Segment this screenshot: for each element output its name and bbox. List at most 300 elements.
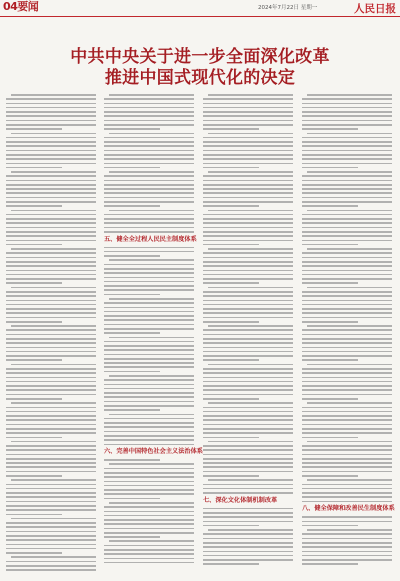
body-text-line [203, 471, 293, 473]
body-text-line [6, 265, 96, 267]
body-text-line [302, 334, 392, 336]
body-text-line [104, 188, 194, 190]
body-text-line [6, 496, 96, 498]
section-heading: 六、完善中国特色社会主义法治体系 [104, 448, 203, 456]
body-text-line [302, 261, 392, 263]
body-text-line [208, 171, 294, 173]
body-text-line [302, 347, 392, 349]
body-text-line [302, 355, 392, 357]
body-text-line [203, 533, 293, 535]
body-text-line [208, 529, 294, 531]
body-text-line [302, 381, 392, 383]
body-text-line [203, 261, 293, 263]
body-text-line [6, 338, 96, 340]
body-text-line [203, 252, 293, 254]
body-text-line [6, 526, 96, 528]
body-text-line [203, 359, 259, 361]
body-text-line [302, 274, 392, 276]
body-text-line [6, 317, 96, 319]
body-text-line [6, 150, 96, 152]
body-text-line [104, 311, 194, 313]
body-text-line [203, 300, 293, 302]
body-text-line [307, 479, 393, 481]
body-text-line [11, 94, 97, 96]
body-text-line [104, 264, 194, 266]
body-text-line [302, 546, 392, 548]
body-text-line [6, 445, 96, 447]
body-text-line [6, 407, 96, 409]
body-text-line [109, 94, 195, 96]
body-text-line [302, 180, 392, 182]
body-text-line [203, 265, 293, 267]
body-text-line [104, 349, 194, 351]
body-text-line [104, 444, 194, 446]
body-text-line [203, 424, 293, 426]
body-text-line [203, 312, 293, 314]
body-text-line [6, 205, 62, 207]
body-text-line [104, 439, 194, 441]
body-text-line [203, 103, 293, 105]
body-text-line [302, 192, 392, 194]
body-text-line [307, 133, 393, 135]
body-text-line [203, 475, 259, 477]
body-text-line [302, 533, 392, 535]
body-text-line [6, 300, 96, 302]
body-text-line [203, 270, 293, 272]
body-text-line [208, 133, 294, 135]
body-text-line [104, 396, 194, 398]
headline-line-2: 推进中国式现代化的决定 [104, 68, 296, 88]
body-text-line [6, 501, 96, 503]
body-text-line [203, 274, 293, 276]
body-text-line [104, 528, 194, 530]
body-text-line [203, 419, 293, 421]
body-text-line [203, 145, 293, 147]
body-text-line [6, 531, 96, 533]
body-text-line [6, 428, 96, 430]
body-text-line [203, 180, 293, 182]
body-text-line [302, 201, 392, 203]
issue-date: 2024年7月22日 星期一 [258, 5, 318, 11]
body-text-line [203, 141, 293, 143]
body-text-line [302, 282, 358, 284]
body-text-line [104, 379, 194, 381]
body-text-line [302, 115, 392, 117]
body-text-line [208, 441, 294, 443]
body-text-line [302, 197, 392, 199]
body-text-line [6, 141, 96, 143]
body-text-line [203, 551, 293, 553]
body-text-line [6, 432, 96, 434]
body-text-line [302, 338, 392, 340]
body-text-line [109, 540, 195, 542]
body-text-line [302, 424, 392, 426]
body-text-line [6, 308, 96, 310]
body-text-line [6, 235, 96, 237]
body-text-line [6, 475, 62, 477]
body-text-line [307, 94, 393, 96]
body-text-line [104, 285, 194, 287]
body-text-line [104, 268, 194, 270]
body-text-line [6, 424, 96, 426]
body-text-line [104, 103, 194, 105]
body-text-line [302, 270, 392, 272]
body-text-line [109, 133, 195, 135]
body-text-line [302, 415, 392, 417]
body-text-line [6, 334, 96, 336]
body-text-line [203, 368, 293, 370]
body-text-line [6, 282, 62, 284]
body-text-line [302, 295, 392, 297]
body-text-line [203, 240, 293, 242]
body-text-line [6, 137, 96, 139]
body-text-line [203, 488, 293, 490]
body-text-line [302, 377, 392, 379]
body-text-line [302, 488, 392, 490]
section-heading: 七、深化文化体制机制改革 [203, 496, 278, 504]
body-text-line [6, 552, 62, 554]
body-text-line [104, 519, 194, 521]
body-text-line [302, 496, 392, 498]
body-text-line [302, 205, 358, 207]
body-text-line [302, 167, 358, 169]
body-text-line [203, 454, 293, 456]
body-text-line [104, 562, 194, 564]
body-text-line [6, 103, 96, 105]
body-text-line [302, 252, 392, 254]
body-text-line [104, 158, 194, 160]
body-text-line [6, 462, 96, 464]
body-text-line [104, 255, 160, 257]
body-text-line [6, 261, 96, 263]
body-text-line [208, 287, 294, 289]
body-text-line [104, 493, 194, 495]
body-text-line [302, 466, 392, 468]
section-heading: 八、健全保障和改善民生制度体系 [302, 505, 395, 513]
body-text-line [6, 514, 62, 516]
body-text-line [302, 449, 392, 451]
body-text-line [302, 492, 392, 494]
body-text-line [104, 277, 194, 279]
body-text-line [6, 295, 96, 297]
body-text-line [11, 479, 97, 481]
body-text-line [203, 398, 259, 400]
body-text-line [104, 98, 194, 100]
body-text-line [6, 312, 96, 314]
body-text-line [104, 489, 194, 491]
body-text-line [6, 218, 96, 220]
body-text-line [302, 372, 392, 374]
body-text-line [104, 553, 194, 555]
body-text-line [109, 463, 195, 465]
body-text-line [6, 124, 96, 126]
body-text-line [104, 137, 194, 139]
body-text-line [208, 364, 294, 366]
body-text-line [302, 240, 392, 242]
body-text-line [104, 307, 194, 309]
body-text-line [203, 227, 293, 229]
body-text-line [203, 372, 293, 374]
body-text-line [302, 394, 392, 396]
body-text-line [11, 556, 97, 558]
body-text-line [203, 184, 293, 186]
body-text-line [104, 532, 194, 534]
article-column-4 [302, 94, 395, 578]
body-text-line [302, 445, 392, 447]
body-text-line [6, 274, 96, 276]
body-text-line [203, 291, 293, 293]
body-text-line [6, 505, 96, 507]
body-text-line [302, 214, 392, 216]
body-text-line [104, 431, 194, 433]
body-text-line [302, 244, 358, 246]
body-text-line [203, 150, 293, 152]
body-text-line [203, 282, 259, 284]
body-text-line [104, 485, 194, 487]
body-text-line [104, 302, 194, 304]
body-text-line [6, 291, 96, 293]
body-text-line [203, 411, 293, 413]
body-text-line [203, 321, 259, 323]
body-text-line [6, 227, 96, 229]
body-text-line [104, 167, 160, 169]
body-text-line [104, 145, 194, 147]
body-text-line [6, 544, 96, 546]
body-text-line [6, 167, 62, 169]
article-column-2 [104, 94, 203, 578]
body-text-line [104, 214, 194, 216]
body-text-line [302, 501, 392, 503]
body-text-line [203, 466, 293, 468]
body-text-line [203, 415, 293, 417]
body-text-line [104, 366, 194, 368]
body-text-line [6, 184, 96, 186]
body-text-line [104, 180, 194, 182]
body-text-line [302, 103, 392, 105]
body-text-line [6, 342, 96, 344]
body-text-line [203, 492, 293, 494]
body-text-line [6, 539, 96, 541]
body-text-line [6, 278, 96, 280]
body-text-line [208, 402, 294, 404]
body-text-line [302, 111, 392, 113]
body-text-line [11, 171, 97, 173]
body-text-line [203, 508, 293, 510]
body-text-line [203, 201, 293, 203]
body-text-line [203, 462, 293, 464]
body-text-line [104, 107, 194, 109]
body-text-line [203, 355, 293, 357]
body-text-line [203, 98, 293, 100]
body-text-line [203, 107, 293, 109]
body-text-line [302, 222, 392, 224]
body-text-line [104, 468, 194, 470]
body-text-line [307, 529, 393, 531]
body-text-line [302, 432, 392, 434]
body-text-line [302, 458, 392, 460]
body-text-line [208, 479, 294, 481]
body-text-line [104, 328, 194, 330]
body-text-line [302, 184, 392, 186]
body-text-line [104, 150, 194, 152]
body-text-line [11, 210, 97, 212]
body-text-line [104, 476, 194, 478]
body-text-line [302, 521, 392, 523]
body-text-line [302, 235, 392, 237]
body-text-line [104, 218, 194, 220]
body-text-line [302, 329, 392, 331]
body-text-line [6, 492, 96, 494]
body-text-line [6, 107, 96, 109]
body-text-line [104, 222, 194, 224]
body-text-line [203, 449, 293, 451]
body-text-line [302, 154, 392, 156]
body-text-line [203, 428, 293, 430]
body-text-line [203, 257, 293, 259]
body-text-line [302, 342, 392, 344]
body-text-line [6, 240, 96, 242]
body-text-line [203, 128, 259, 130]
body-text-line [6, 252, 96, 254]
body-text-line [6, 471, 96, 473]
body-text-line [307, 441, 393, 443]
body-text-line [6, 201, 96, 203]
body-text-line [104, 506, 194, 508]
body-text-line [302, 304, 392, 306]
body-text-line [302, 411, 392, 413]
body-text-line [104, 401, 194, 403]
body-text-line [6, 569, 96, 571]
body-text-line [6, 128, 62, 130]
body-text-line [302, 563, 358, 565]
body-text-line [11, 133, 97, 135]
body-text-line [203, 163, 293, 165]
body-text-line [302, 158, 392, 160]
body-text-line [6, 111, 96, 113]
body-text-line [104, 536, 160, 538]
body-text-line [104, 515, 194, 517]
body-text-line [203, 458, 293, 460]
body-text-line [302, 368, 392, 370]
body-text-line [203, 351, 293, 353]
body-text-line [104, 523, 194, 525]
body-text-line [203, 115, 293, 117]
body-text-line [109, 210, 195, 212]
body-text-line [203, 120, 293, 122]
body-text-line [208, 94, 294, 96]
body-text-line [302, 124, 392, 126]
body-text-line [6, 394, 96, 396]
body-text-line [104, 426, 194, 428]
body-text-line [307, 325, 393, 327]
body-text-line [203, 432, 293, 434]
body-text-line [6, 158, 96, 160]
body-text-line [6, 381, 96, 383]
body-text-line [6, 154, 96, 156]
body-text-line [302, 484, 392, 486]
body-text-line [6, 377, 96, 379]
body-text-line [6, 163, 96, 165]
body-text-line [6, 522, 96, 524]
body-text-line [302, 312, 392, 314]
body-text-line [6, 411, 96, 413]
body-text-line [104, 294, 160, 296]
body-text-line [203, 111, 293, 113]
body-text-line [307, 171, 393, 173]
body-text-line [104, 201, 194, 203]
body-text-line [6, 351, 96, 353]
body-text-line [6, 175, 96, 177]
body-text-line [203, 521, 293, 523]
newspaper-brand: 人民日报 [354, 3, 396, 15]
body-text-line [104, 111, 194, 113]
body-text-line [104, 227, 194, 229]
body-text-line [203, 437, 259, 439]
body-text-line [203, 154, 293, 156]
body-text-line [104, 362, 194, 364]
body-text-line [302, 128, 358, 130]
body-text-line [203, 342, 293, 344]
body-text-line [6, 535, 96, 537]
body-text-line [302, 107, 392, 109]
body-text-line [11, 287, 97, 289]
body-text-line [302, 145, 392, 147]
body-text-line [302, 475, 358, 477]
body-text-line [307, 287, 393, 289]
body-text-line [302, 516, 392, 518]
body-text-line [104, 405, 194, 407]
body-text-line [104, 315, 194, 317]
body-text-line [203, 218, 293, 220]
body-text-line [6, 257, 96, 259]
masthead [0, 0, 400, 17]
body-text-line [6, 419, 96, 421]
body-text-line [203, 124, 293, 126]
body-text-line [302, 389, 392, 391]
body-text-line [302, 559, 392, 561]
body-text-line [203, 516, 293, 518]
body-text-line [6, 120, 96, 122]
body-text-line [104, 319, 194, 321]
body-text-line [307, 402, 393, 404]
body-text-line [6, 548, 96, 550]
body-text-line [104, 341, 194, 343]
body-text-line [6, 180, 96, 182]
body-text-line [203, 538, 293, 540]
body-text-line [104, 558, 194, 560]
body-text-line [6, 484, 96, 486]
body-text-line [302, 257, 392, 259]
body-text-line [302, 428, 392, 430]
body-text-line [104, 289, 194, 291]
body-text-line [203, 214, 293, 216]
body-text-line [104, 545, 194, 547]
body-text-line [203, 385, 293, 387]
body-text-line [109, 375, 195, 377]
body-text-line [203, 407, 293, 409]
body-text-line [302, 359, 358, 361]
body-text-line [302, 407, 392, 409]
body-text-line [104, 205, 160, 207]
body-text-line [6, 565, 96, 567]
body-text-line [302, 462, 392, 464]
body-text-line [104, 192, 194, 194]
body-text-line [203, 484, 293, 486]
body-text-line [302, 555, 392, 557]
body-text-line [203, 338, 293, 340]
body-text-line [302, 175, 392, 177]
body-text-line [6, 359, 62, 361]
